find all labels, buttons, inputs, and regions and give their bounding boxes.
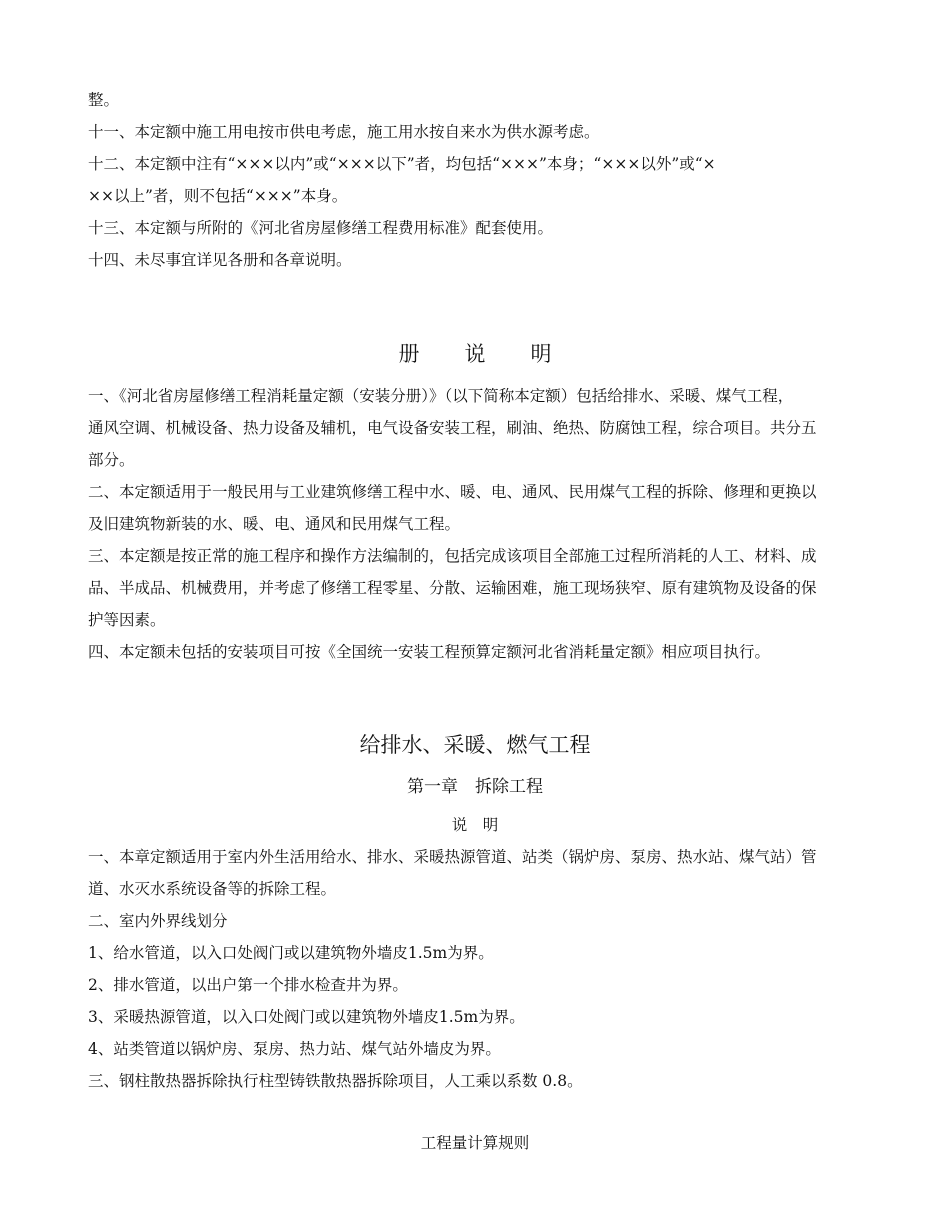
paragraph-line: 二、本定额适用于一般民用与工业建筑修缮工程中水、暖、电、通风、民用煤气工程的拆除、修理和更换以 [88,483,817,501]
paragraph-line: 品、半成品、机械费用，并考虑了修缮工程零星、分散、运输困难，施工现场狭窄、原有建筑物及设备的保 [88,579,817,597]
paragraph-line: 十二、本定额中注有“×××以内”或“×××以下”者，均包括“×××”本身；“×××以外”或“× [88,155,716,173]
paragraph-line: 整。 [88,91,120,109]
paragraph-line: 一、本章定额适用于室内外生活用给水、排水、采暖热源管道、站类（锅炉房、泵房、热水站、煤气站）管 [88,848,817,866]
paragraph-line: 3、采暖热源管道，以入口处阀门或以建筑物外墙皮1.5m为界。 [88,1008,525,1026]
heading-char: 册 [398,342,420,366]
notes-heading: 说 明 [451,816,499,834]
rules-heading: 工程量计算规则 [420,1134,530,1152]
paragraph-line: 三、钢柱散热器拆除执行柱型铸铁散热器拆除项目，人工乘以系数 0.8。 [88,1072,583,1090]
paragraph-line: 1、给水管道，以入口处阀门或以建筑物外墙皮1.5m为界。 [88,944,494,962]
paragraph-line: 4、站类管道以锅炉房、泵房、热力站、煤气站外墙皮为界。 [88,1040,501,1058]
paragraph-line: 道、水灭水系统设备等的拆除工程。 [88,880,337,898]
part-title: 给排水、采暖、燃气工程 [359,733,591,757]
paragraph-line: 三、本定额是按正常的施工程序和操作方法编制的，包括完成该项目全部施工过程所消耗的人工、材料、成 [88,547,817,565]
paragraph-line: 十四、未尽事宜详见各册和各章说明。 [88,251,352,269]
paragraph-line: 部分。 [88,451,135,469]
heading-char: 明 [530,342,552,366]
paragraph-line: 及旧建筑物新装的水、暖、电、通风和民用煤气工程。 [88,515,461,533]
paragraph-line: ××以上”者，则不包括“×××”本身。 [88,187,348,205]
paragraph-line: 一、《河北省房屋修缮工程消耗量定额（安装分册）》（以下简称本定额）包括给排水、采暖、煤气工程， [88,387,794,405]
heading-char: 说 [464,342,486,366]
paragraph-line: 二、室内外界线划分 [88,912,228,930]
section-heading-volume-notes [0,339,950,369]
paragraph-line: 十一、本定额中施工用电按市供电考虑，施工用水按自来水为供水源考虑。 [88,123,600,141]
paragraph-line: 2、排水管道，以出户第一个排水检查井为界。 [88,976,408,994]
paragraph-line: 护等因素。 [88,611,166,629]
paragraph-line: 四、本定额未包括的安装项目可按《全国统一安装工程预算定额河北省消耗量定额》相应项目执行。 [88,643,771,661]
chapter-title: 第一章 拆除工程 [407,777,543,797]
paragraph-line: 通风空调、机械设备、热力设备及辅机，电气设备安装工程，刷油、绝热、防腐蚀工程，综合项目。共分五 [88,419,817,437]
paragraph-line: 十三、本定额与所附的《河北省房屋修缮工程费用标准》配套使用。 [88,219,554,237]
